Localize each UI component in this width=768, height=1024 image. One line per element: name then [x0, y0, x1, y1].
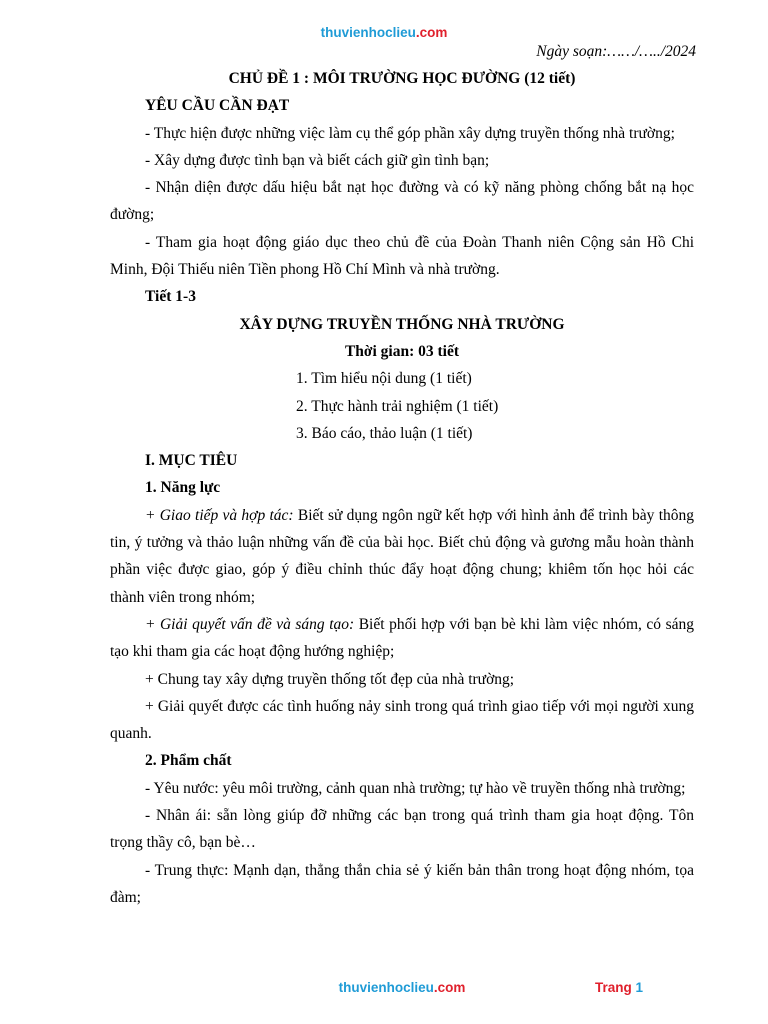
requirements-heading: YÊU CẦU CẦN ĐẠT [145, 97, 290, 115]
page-label: Trang [595, 980, 632, 995]
competence-communication [110, 502, 694, 611]
document-body [110, 65, 694, 911]
lesson-time: Thời gian: 03 tiết [344, 342, 460, 360]
page-footer [0, 980, 768, 1002]
requirement-item: - Thực hiện được những việc làm cụ thể góp phần xây dựng truyền thống nhà trường; [145, 124, 675, 142]
footer-site-domain: .com [433, 980, 466, 995]
footer-site-link[interactable] [0, 980, 768, 995]
qualities-heading: 2. Phẩm chất [145, 752, 232, 770]
site-header[interactable] [0, 25, 768, 40]
lesson-range: Tiết 1-3 [145, 288, 196, 306]
requirement-item: - Nhận diện được dấu hiệu bắt nạt học đường và có kỹ năng phòng chống bắt nạ học đường; [110, 179, 694, 224]
site-domain: .com [415, 25, 448, 40]
prep-date: Ngày soạn:……/…../2024 [536, 43, 696, 60]
lesson-step: 1. Tìm hiểu nội dung (1 tiết) [296, 370, 472, 388]
lesson-step: 3. Báo cáo, thảo luận (1 tiết) [296, 424, 473, 442]
competence-problem-solving [110, 611, 694, 666]
requirement-item: - Tham gia hoạt động giáo dục theo chủ đề của Đoàn Thanh niên Cộng sản Hồ Chi Minh, Đội Thiếu niên Tiền phong Hồ Chí Mình và nhà trường. [110, 233, 694, 279]
lesson-step: 2. Thực hành trải nghiệm (1 tiết) [296, 397, 499, 415]
lesson-title: XÂY DỰNG TRUYỀN THỐNG NHÀ TRƯỜNG [239, 315, 565, 333]
quality-item: - Trung thực: Mạnh dạn, thẳng thắn chia sẻ ý kiến bản thân trong hoạt động nhóm, tọa đàm; [110, 861, 694, 906]
communication-text: Biết sử dụng ngôn ngữ kết hợp với hình ảnh để trình bày thông tin, ý tưởng và thảo luận những vấn đề của bài học. Biết chủ động và gương mẫu hoàn thành phần việc được giao, góp ý điều chỉnh thúc đẩy hoạt động chung; khiêm tốn học hỏi các thành viên trong nhóm; [110, 506, 694, 606]
communication-label: + Giao tiếp và hợp tác: [145, 506, 294, 524]
topic-title: CHỦ ĐỀ 1 : MÔI TRƯỜNG HỌC ĐƯỜNG (12 tiết) [228, 70, 576, 87]
quality-item: - Nhân ái: sẵn lòng giúp đỡ những các bạn trong quá trình tham gia hoạt động. Tôn trọng thầy cô, bạn bè… [110, 807, 694, 852]
requirement-item: - Xây dựng được tình bạn và biết cách giữ gìn tình bạn; [145, 151, 490, 169]
page-indicator [595, 980, 643, 995]
problem-text: Biết phối hợp với bạn bè khi làm việc nhóm, có sáng tạo khi tham gia các hoạt động hướng nghiệp; [110, 615, 694, 661]
site-name: thuvienhoclieu [320, 25, 416, 40]
competence-item: + Giải quyết được các tình huống nảy sinh trong quá trình giao tiếp với mọi người xung quanh. [110, 697, 694, 743]
quality-item: - Yêu nước: yêu môi trường, cảnh quan nhà trường; tự hào về truyền thống nhà trường; [145, 779, 686, 797]
competence-heading: 1. Năng lực [145, 479, 221, 497]
problem-label: + Giải quyết vấn đề và sáng tạo: [145, 615, 355, 633]
page-number: 1 [635, 980, 644, 995]
objectives-heading: I. MỤC TIÊU [145, 452, 238, 470]
footer-site-name: thuvienhoclieu [338, 980, 434, 995]
competence-item: + Chung tay xây dựng truyền thống tốt đẹp của nhà trường; [145, 670, 515, 688]
